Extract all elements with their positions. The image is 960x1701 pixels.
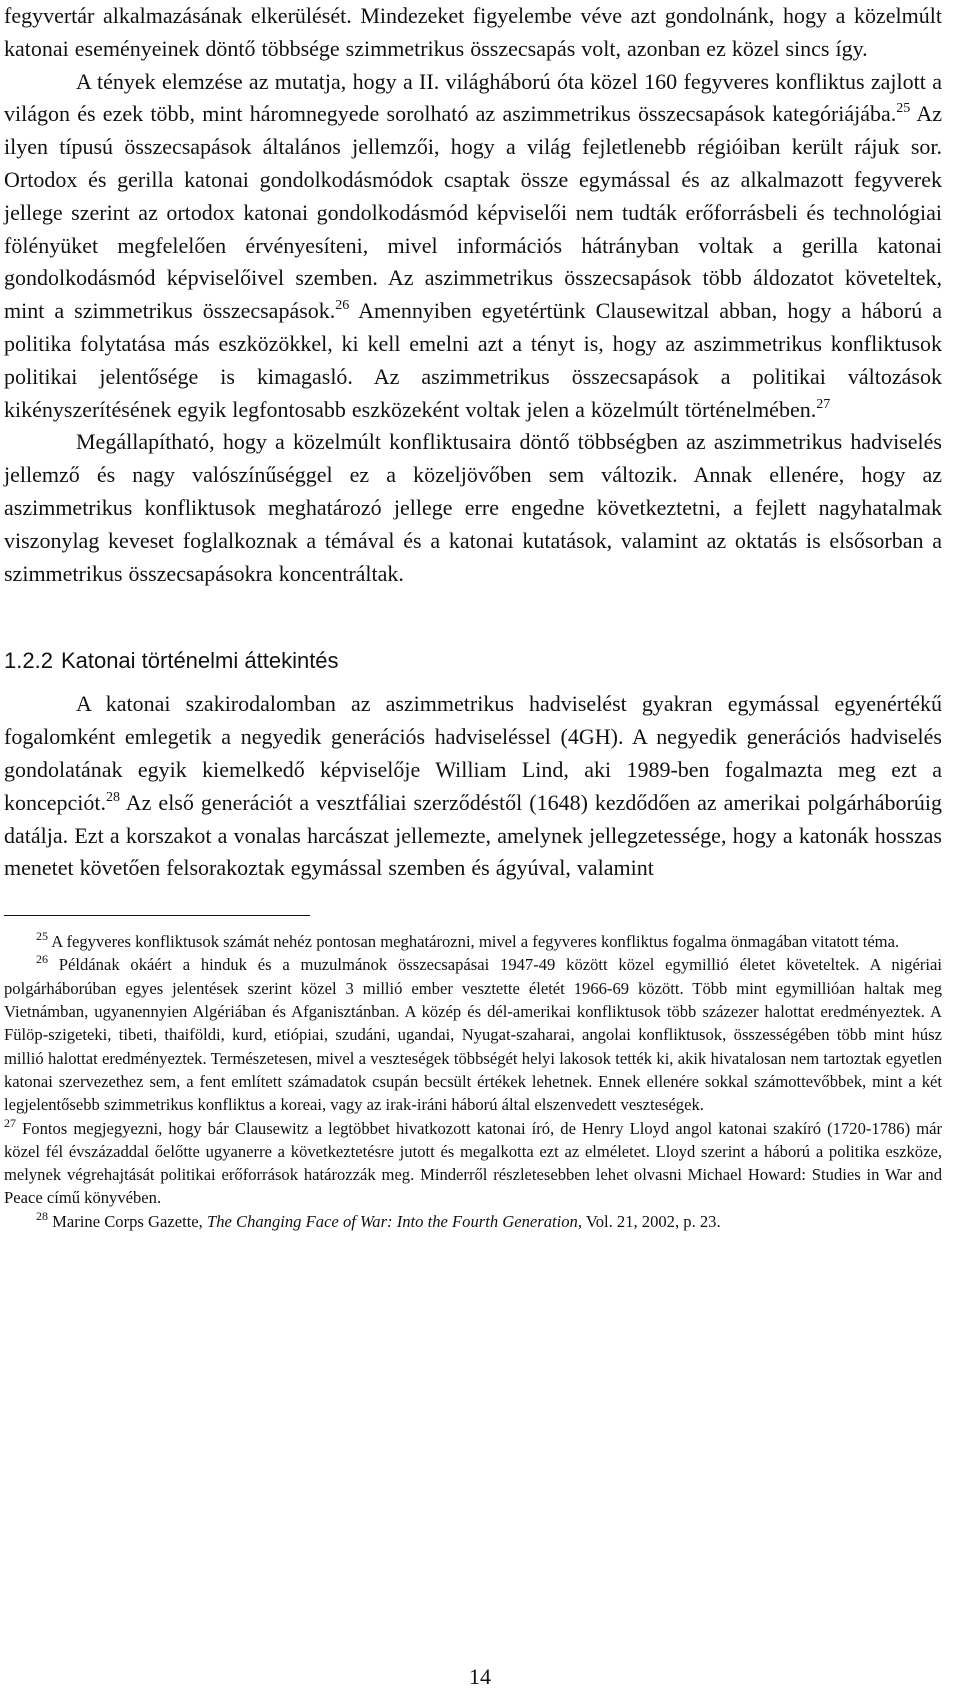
footnote-ref-25[interactable]: 25 [896, 101, 911, 117]
section-heading [4, 646, 942, 676]
paragraph-text: Megállapítható, hogy a közelmúlt konfliktusaira döntő többségben az aszimmetrikus hadviselés jellemző és nagy valószínűséggel ez a közeljövőben sem változik. Annak ellenére, hogy az aszimmetrikus konfliktusok meghatározó jellege erre engedne következtetni, a fejlett nagyhatalmak viszonylag keveset foglalkoznak a témával és a katonai kutatások, valamint az oktatás is elsősorban a szimmetrikus összecsapásokra koncentráltak. [4, 429, 942, 586]
footnote-28 [4, 1210, 942, 1233]
footnote-25 [4, 930, 942, 953]
footnote-text: Példának okáért a hinduk és a muzulmánok összecsapásai 1947-49 között közel egymillió életet követeltek. A nigériai polgárháborúban egyes jelentések szerint közel 3 millió ember vesztette életét 1966-69 között. Több mint egymillióan haltak meg Vietnámban, ugyanennyien Algériában és Afganisztánban. A közép és dél-amerikai konfliktusok több százezer halottat eredményeztek. A Fülöp-szigeteki, tibeti, thaiföldi, kurd, etiópiai, szudáni, ugandai, Nyugat-szaharai, angolai konfliktusok, összességében több mint húsz millió halottat eredményeztek. Természetesen, mivel a veszteségek többségét helyi lakosok tették ki, akik hivatalosan nem tartoztak egyetlen katonai szervezethez sem, a fent említett számadatok csupán becsült értékek lehetnek. Ennek ellenére sokkal számottevőbbek, mint a két legjelentősebb szimmetrikus konfliktus a koreai, vagy az irak-iráni háború által elszenvedett veszteségek. [4, 955, 942, 1115]
footnote-ref-28[interactable]: 28 [106, 789, 121, 805]
footnote-number: 26 [36, 952, 48, 967]
footnote-27 [4, 1117, 942, 1210]
paragraph-text: Az ilyen típusú összecsapások általános jellemzői, hogy a világ fejletlenebb régióiban került rájuk sor. Ortodox és gerilla katonai gondolkodásmódok csaptak össze egymással és az alkalmazott fegyverek jellege szerint az ortodox katonai gondolkodásmód képviselői nem tudták erőforrásbeli és technológiai fölényüket megfelelően érvényesíteni, mivel információs hátrányban voltak a gerilla katonai gondolkodásmód képviselőivel szemben. Az aszimmetrikus összecsapások több áldozatot követeltek, mint a szimmetrikus összecsapások. [4, 101, 942, 324]
page-number: 14 [469, 1664, 491, 1689]
footnote-text: Marine Corps Gazette, [48, 1211, 207, 1231]
footnote-text: A fegyveres konfliktusok számát nehéz pontosan meghatározni, mivel a fegyveres konfliktus fogalma önmagában vitatott téma. [48, 932, 900, 952]
paragraph-conclusion [4, 426, 942, 590]
paragraph-text: A tények elemzése az mutatja, hogy a II. világháború óta közel 160 fegyveres konfliktus zajlott a világon és ezek több, mint háromnegyede sorolható az aszimmetrikus összecsapások kategóriájába. [4, 68, 942, 127]
paragraph-text: Az első generációt a vesztfáliai szerződéstől (1648) kezdődően az amerikai polgárháborúig datálja. Ezt a korszakot a vonalas harcászat jellemezte, amelynek jellegzetessége, hogy a katonák hosszas menetet követően felsorakoztak egymással szemben és ágyúval, valamint [4, 789, 942, 881]
paragraph-text: fegyvertár alkalmazásának elkerülését. Mindezeket figyelembe véve azt gondolnánk, hogy a közelmúlt katonai eseményeinek döntő többsége szimmetrikus összecsapás volt, azonban ez közel sincs így. [4, 3, 942, 61]
paragraph-text: Amennyiben egyetértünk Clausewitzal abban, hogy a háború a politika folytatása más eszközökkel, ki kell emelni azt a tényt is, hogy az aszimmetrikus konfliktusok politikai jelentősége is kimagasló. Az aszimmetrikus összecsapások a politikai változások kikényszerítésének egyik legfontosabb eszközeként voltak jelen a közelmúlt történelmében. [4, 298, 942, 422]
footnote-number: 25 [36, 929, 48, 944]
footnote-text: Fontos megjegyezni, hogy bár Clausewitz a legtöbbet hivatkozott katonai író, de Henry Lloyd angol katonai szakíró (1720-1786) már közel fél évszázaddal őelőtte ugyanerre a következtetésre jutott és megalkotta ezt az elméletet. Lloyd szerint a háború a politika eszköze, melynek végrehajtását politikai erőforrások határozzák meg. Minderről részletesebben lehet olvasni Michael Howard: Studies in War and Peace című könyvében. [4, 1118, 942, 1208]
paragraph-continuation [4, 0, 942, 66]
footnote-text: , Vol. 21, 2002, p. 23. [577, 1211, 721, 1231]
footnote-number: 28 [36, 1208, 48, 1223]
section-title: Katonai történelmi áttekintés [60, 648, 339, 674]
section-number: 1.2.2 [4, 648, 53, 674]
footnote-separator [4, 915, 310, 916]
paragraph-section [4, 688, 942, 885]
paragraph-facts [4, 66, 942, 427]
footnote-ref-26[interactable]: 26 [335, 298, 350, 314]
footnote-title-italic: The Changing Face of War: Into the Fourth Generation [206, 1211, 578, 1231]
footnote-number: 27 [4, 1115, 16, 1130]
paragraph-text: A katonai szakirodalomban az aszimmetrikus hadviselést gyakran egymással egyenértékű fogalomként emlegetik a negyedik generációs hadviseléssel (4GH). A negyedik generációs hadviselés gondolatának egyik kiemelkedő képviselője William Lind, aki 1989-ben fogalmazta meg ezt a koncepciót. [4, 691, 942, 815]
footnote-ref-27[interactable]: 27 [816, 396, 831, 412]
footnote-26 [4, 953, 942, 1116]
